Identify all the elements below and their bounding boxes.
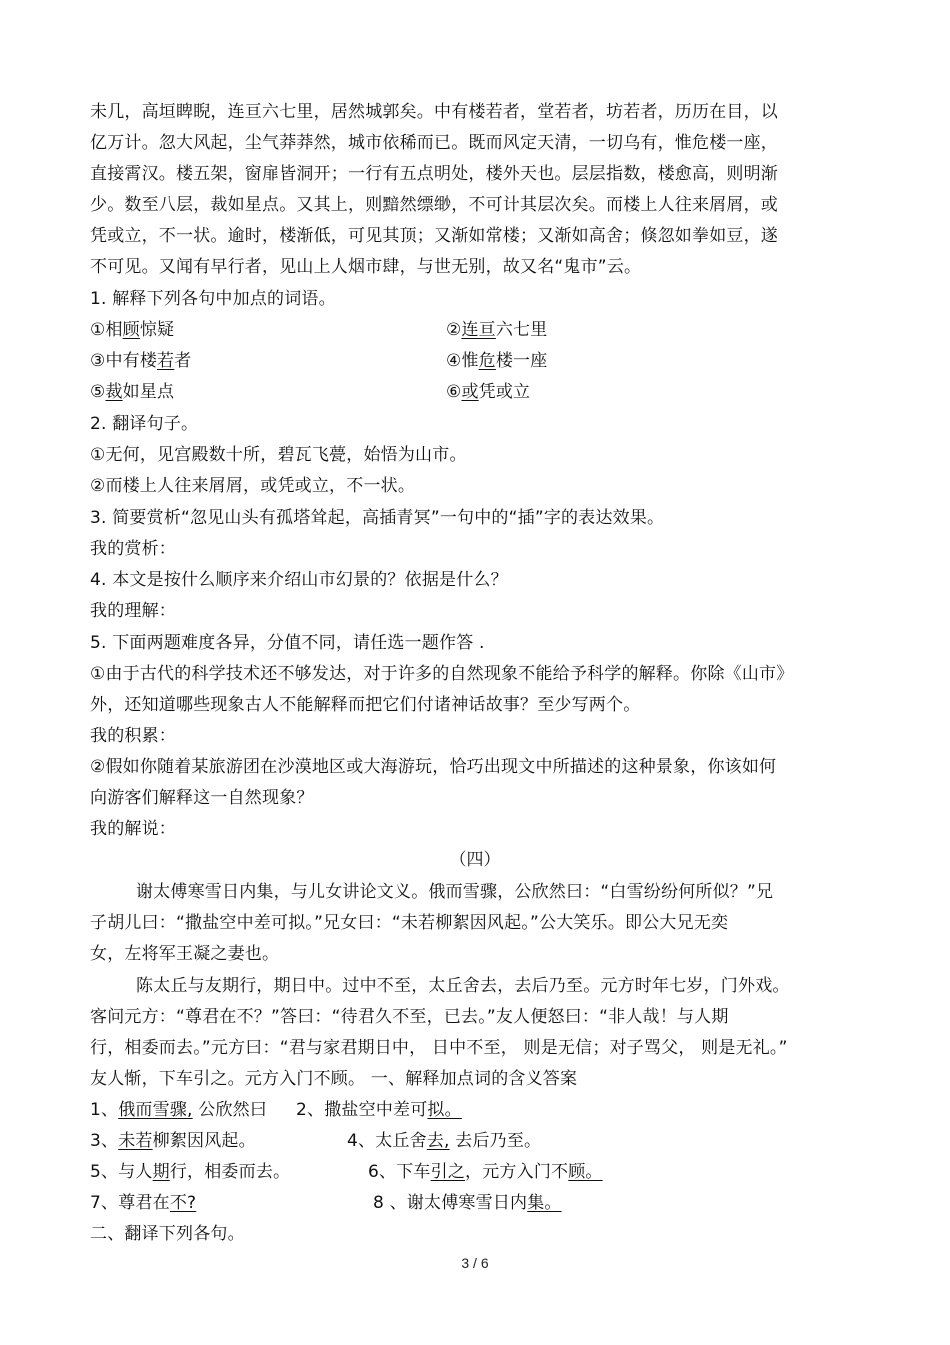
- section4-paragraph: 客问元方：“尊君在不？”答曰：“待君久不至，已去。”友人便怒曰：“非人哉！与人期: [90, 1007, 729, 1027]
- q2-line: ①无何，见宫殿数十所，碧瓦飞甍，始悟为山市。: [90, 445, 467, 465]
- q2-line: ②而楼上人往来屑屑，或凭或立，不一状。: [90, 476, 416, 496]
- q4-answer-label: 我的理解：: [90, 601, 176, 621]
- q5-option-2-label: 我的解说：: [90, 819, 176, 839]
- section-heading: （四）: [449, 850, 501, 870]
- vocab-item: 8 、谢太傅寒雪日内集。: [373, 1193, 562, 1213]
- question-1-title: 1. 解释下列各句中加点的词语。: [90, 289, 336, 309]
- q1-item: ③中有楼若者: [90, 351, 192, 371]
- vocab-item: 2、撒盐空中差可拟。: [296, 1100, 462, 1120]
- passage-line: 少。数至八层，裁如星点。又其上，则黯然缥缈，不可计其层次矣。而楼上人往来屑屑，或: [90, 195, 778, 215]
- vocab-item: 5、与人期行，相委而去。: [90, 1162, 291, 1182]
- q3-answer-label: 我的赏析：: [90, 539, 176, 559]
- q1-item: ④惟危楼一座: [446, 351, 548, 371]
- passage-line: 凭或立，不一状。逾时，楼渐低，可见其顶；又渐如常楼；又渐如高舍；倏忽如拳如豆，遂: [90, 226, 778, 246]
- vocab-item: 4、太丘舍去, 去后乃至。: [347, 1131, 542, 1151]
- section4-paragraph: 女，左将军王凝之妻也。: [90, 944, 280, 964]
- q1-item: ①相顾惊疑: [90, 320, 175, 340]
- section4-paragraph: 陈太丘与友期行，期日中。过中不至，太丘舍去，去后乃至。元方时年七岁，门外戏。: [136, 976, 790, 996]
- q5-option-2: 向游客们解释这一自然现象？: [90, 788, 314, 808]
- question-4-title: 4. 本文是按什么顺序来介绍山市幻景的？依据是什么？: [90, 570, 508, 590]
- q5-option-1: ①由于古代的科学技术还不够发达，对于许多的自然现象不能给予科学的解释。你除《山市》: [90, 664, 794, 684]
- passage-line: 不可见。又闻有早行者，见山上人烟市肆，与世无别，故又名“鬼市”云。: [90, 257, 642, 277]
- page-number: 3 / 6: [461, 1255, 489, 1271]
- passage-line: 未几，高垣睥睨，连亘六七里，居然城郭矣。中有楼若者，堂若者，坊若者，历历在目，以: [90, 102, 778, 122]
- section4-paragraph: 行，相委而去。”元方曰：“君与家君期日中， 日中不至， 则是无信；对子骂父， 则是无礼。”: [90, 1038, 788, 1058]
- q5-option-2: ②假如你随着某旅游团在沙漠地区或大海游玩，恰巧出现文中所描述的这种景象，你该如何: [90, 757, 777, 777]
- section4-paragraph: 友人惭，下车引之。元方入门不顾。 一、解释加点词的含义答案: [90, 1069, 578, 1089]
- question-3-title: 3. 简要赏析“忽见山头有孤塔耸起，高插青冥”一句中的“插”字的表达效果。: [90, 508, 665, 528]
- vocab-item: 7、尊君在不?: [90, 1193, 197, 1213]
- q5-option-1-label: 我的积累：: [90, 726, 176, 746]
- vocab-item: 6、下车引之，元方入门不顾。: [368, 1162, 603, 1182]
- q5-option-1: 外，还知道哪些现象古人不能解释而把它们付诸神话故事？至少写两个。: [90, 695, 641, 715]
- question-5-title: 5. 下面两题难度各异，分值不同，请任选一题作答 .: [90, 633, 485, 653]
- vocab-item: 3、未若柳絮因风起。: [90, 1131, 256, 1151]
- part-2-title: 二、翻译下列各句。: [90, 1224, 245, 1244]
- passage-line: 直接霄汉。楼五架，窗扉皆洞开；一行有五点明处，楼外天也。层层指数，楼愈高，则明渐: [90, 164, 778, 184]
- q1-item: ⑤裁如星点: [90, 382, 175, 402]
- section4-paragraph: 子胡儿曰：“撒盐空中差可拟。”兄女曰：“未若柳絮因风起。”公大笑乐。即公大兄无奕: [90, 913, 729, 933]
- passage-line: 亿万计。忽大风起，尘气莽莽然，城市依稀而已。既而风定天清，一切乌有，惟危楼一座，: [90, 133, 778, 153]
- q1-item: ⑥或凭或立: [446, 382, 531, 402]
- section4-paragraph: 谢太傅寒雪日内集，与儿女讲论文义。俄而雪骤，公欣然曰：“白雪纷纷何所似？”兄: [136, 882, 774, 902]
- vocab-item: 1、俄而雪骤, 公欣然曰: [90, 1100, 268, 1120]
- q1-item: ②连亘六七里: [446, 320, 548, 340]
- question-2-title: 2. 翻译句子。: [90, 414, 199, 434]
